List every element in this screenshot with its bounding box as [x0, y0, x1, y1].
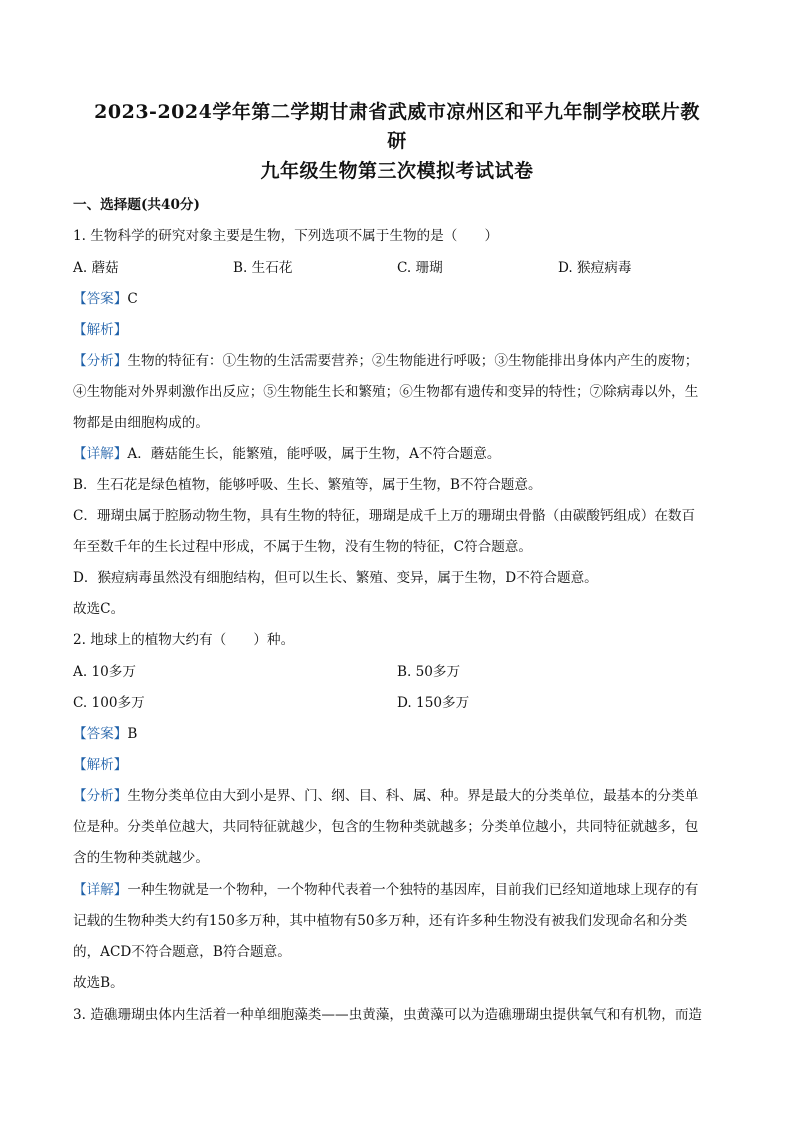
- q1-analysis-tag: 【解析】: [73, 322, 128, 338]
- section-heading: 一、选择题(共40分): [73, 197, 200, 213]
- q2-option-d: D. 150多万: [397, 695, 470, 711]
- q2-option-c: C. 100多万: [73, 695, 145, 711]
- xiangjie-tag: 【详解】: [73, 882, 128, 898]
- q1-xiangjie-line: C．珊瑚虫属于腔肠动物生物，具有生物的特征，珊瑚是成千上万的珊瑚虫骨骼（由碳酸钙组成）在数百: [73, 508, 696, 524]
- question-3-stem: 3. 造礁珊瑚虫体内生活着一种单细胞藻类——虫黄藻，虫黄藻可以为造礁珊瑚虫提供氧气和有机物，而造: [73, 1007, 703, 1023]
- document-subtitle: 九年级生物第三次模拟考试试卷: [260, 160, 534, 182]
- xiangjie-text: A．蘑菇能生长，能繁殖，能呼吸，属于生物，A不符合题意。: [127, 446, 501, 462]
- q2-xiangjie-line: 记载的生物种类大约有150多万种，其中植物有50多万种，还有许多种生物没有被我们发现命名和分类: [73, 913, 688, 929]
- q1-fenxi-line: ④生物能对外界刺激作出反应；⑤生物能生长和繁殖；⑥生物都有遗传和变异的特性；⑦除病毒以外，生: [73, 384, 699, 400]
- q2-xiangjie-line: 的，ACD不符合题意，B符合题意。: [73, 944, 291, 960]
- document-title-line2: 研: [387, 130, 407, 152]
- q1-conclusion: 故选C。: [73, 601, 125, 617]
- q1-xiangjie-line: D．猴痘病毒虽然没有细胞结构，但可以生长、繁殖、变异，属于生物，D不符合题意。: [73, 570, 598, 586]
- q1-xiangjie-line: 年至数千年的生长过程中形成，不属于生物，没有生物的特征，C符合题意。: [73, 539, 532, 555]
- q2-option-a: A. 10多万: [73, 664, 136, 680]
- xiangjie-text: 一种生物就是一个物种，一个物种代表着一个独特的基因库，目前我们已经知道地球上现存的有: [127, 882, 699, 898]
- question-1-stem: 1. 生物科学的研究对象主要是生物，下列选项不属于生物的是（ ）: [73, 228, 499, 244]
- q1-option-b: B. 生石花: [233, 260, 293, 276]
- q1-fenxi-line: 物都是由细胞构成的。: [73, 415, 209, 431]
- answer-value: C: [127, 291, 138, 307]
- q1-xiangjie-line: [73, 442, 721, 462]
- q2-option-b: B. 50多万: [397, 664, 461, 680]
- xiangjie-tag: 【详解】: [73, 446, 128, 462]
- q1-option-a: A. 蘑菇: [73, 260, 119, 276]
- q1-option-c: C. 珊瑚: [397, 260, 443, 276]
- q1-answer: [73, 287, 721, 307]
- fenxi-text: 生物分类单位由大到小是界、门、纲、目、科、属、种。界是最大的分类单位，最基本的分类单: [127, 788, 699, 804]
- answer-tag: 【答案】: [73, 726, 128, 742]
- answer-value: B: [127, 726, 138, 742]
- q1-xiangjie-line: B．生石花是绿色植物，能够呼吸、生长、繁殖等，属于生物，B不符合题意。: [73, 477, 542, 493]
- question-2-stem: 2. 地球上的植物大约有（ ）种。: [73, 632, 295, 648]
- fenxi-text: 生物的特征有：①生物的生活需要营养；②生物能进行呼吸；③生物能排出身体内产生的废物；: [127, 353, 699, 369]
- q2-fenxi-line: [73, 784, 721, 804]
- q2-fenxi-line: 位是种。分类单位越大，共同特征就越少，包含的生物种类就越多；分类单位越小，共同特征就越多，包: [73, 819, 699, 835]
- answer-tag: 【答案】: [73, 291, 128, 307]
- document-title-line1: 2023-2024学年第二学期甘肃省武威市凉州区和平九年制学校联片教: [94, 101, 700, 123]
- q2-conclusion: 故选B。: [73, 975, 124, 991]
- fenxi-tag: 【分析】: [73, 788, 128, 804]
- fenxi-tag: 【分析】: [73, 353, 128, 369]
- q2-answer: [73, 722, 721, 742]
- q1-fenxi-line: [73, 349, 721, 369]
- q2-xiangjie-line: [73, 878, 721, 898]
- q1-option-d: D. 猴痘病毒: [558, 260, 632, 276]
- q2-analysis-tag: 【解析】: [73, 757, 128, 773]
- q2-fenxi-line: 含的生物种类就越少。: [73, 850, 209, 866]
